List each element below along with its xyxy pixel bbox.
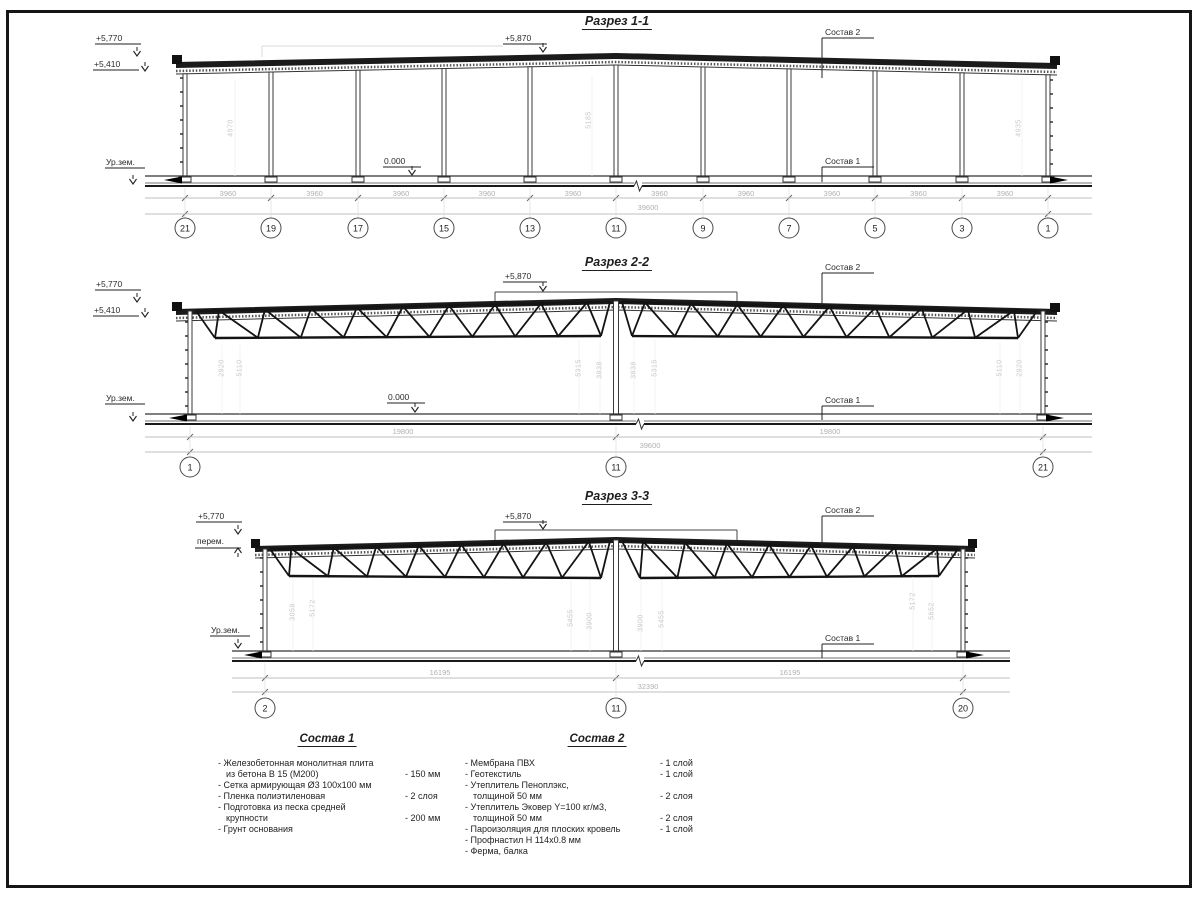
composition-line [465, 846, 725, 857]
composition-item-text: - Профнастил Н 114х0.8 мм [465, 835, 581, 845]
grid-bubble-s1: 3 [952, 218, 973, 239]
total-dimension-s3: 32390 [637, 682, 659, 691]
ground-level-label-s1: Ур.зем. [106, 157, 135, 167]
grid-bubble-s2: 11 [606, 457, 627, 478]
composition-item-text: - Мембрана ПВХ [465, 758, 535, 768]
composition-line [218, 824, 468, 835]
composition-item-text: - Утеплитель Эковер Y=100 кг/м3, [465, 802, 607, 812]
composition-line [465, 835, 725, 846]
total-dimension-s2: 39600 [639, 441, 661, 450]
composition-item-text: - Подготовка из песка средней [218, 802, 346, 812]
vertical-dimension-s1: 5185 [585, 111, 593, 129]
span-dimension-s3: 16195 [779, 668, 801, 677]
vertical-dimension-s3: 5172 [309, 599, 317, 617]
vertical-dimension-s2: 5110 [236, 359, 244, 377]
elevation-mark-ridge-s2: +5,870 [505, 271, 532, 281]
composition-item-text: - Железобетонная монолитная плита [218, 758, 374, 768]
composition-line [218, 758, 468, 769]
composition-line [465, 824, 725, 835]
bay-dimension-s1: 3960 [910, 189, 927, 198]
vertical-dimension-s2: 5110 [996, 359, 1004, 377]
span-dimension-s2: 19800 [819, 427, 841, 436]
span-dimension-s3: 16195 [429, 668, 451, 677]
composition-item-text: толщиной 50 мм [473, 791, 542, 801]
bay-dimension-s1: 3960 [392, 189, 410, 198]
elevation-mark-top-s3: +5,770 [198, 511, 225, 521]
bay-dimension-s1: 3960 [478, 189, 496, 198]
grid-bubble-s1: 13 [520, 218, 541, 239]
grid-bubble-s1: 19 [261, 218, 282, 239]
roof-callout-s2: Состав 2 [825, 262, 861, 272]
grid-bubble-s2: 1 [180, 457, 201, 478]
composition-1-list [218, 758, 468, 835]
grid-bubble-s1: 21 [175, 218, 196, 239]
total-dimension-s1: 39600 [637, 203, 659, 212]
composition-line [465, 769, 725, 780]
span-dimension-s2: 19800 [392, 427, 414, 436]
composition-item-value: - 1 слой [660, 758, 693, 768]
grid-bubble-s1: 15 [434, 218, 455, 239]
composition-line [465, 813, 725, 824]
composition-item-text: - Сетка армирующая Ø3 100х100 мм [218, 780, 372, 790]
vertical-dimension-s2: 5315 [575, 359, 583, 377]
grid-bubble-s1: 11 [606, 218, 627, 239]
grid-bubble-s1: 7 [779, 218, 800, 239]
composition-item-value: - 2 слоя [660, 791, 693, 801]
elevation-mark-eave-s2: +5,410 [94, 305, 121, 315]
vertical-dimension-s3: 3900 [586, 612, 594, 630]
grid-bubble-s3: 2 [255, 698, 276, 719]
composition-line [465, 758, 725, 769]
vertical-dimension-s1: 4970 [227, 119, 235, 137]
composition-item-value: - 150 мм [405, 769, 441, 779]
composition-line [465, 780, 725, 791]
composition-item-value: - 1 слой [660, 824, 693, 834]
floor-callout-s3: Состав 1 [825, 633, 861, 643]
bay-dimension-s1: 3960 [823, 189, 841, 198]
vertical-dimension-s3: 3900 [637, 614, 645, 632]
roof-callout-s3: Состав 2 [825, 505, 861, 515]
elevation-mark-variable-s3: перем. [197, 536, 224, 546]
elevation-mark-eave-s1: +5,410 [94, 59, 121, 69]
composition-item-text: - Пленка полиэтиленовая [218, 791, 326, 801]
composition-line [218, 769, 468, 780]
ground-level-label-s3: Ур.зем. [211, 625, 240, 635]
vertical-dimension-s2: 2920 [218, 359, 226, 377]
elevation-mark-top-s2: +5,770 [96, 279, 123, 289]
composition-line [218, 791, 468, 802]
section-2-title: Разрез 2-2 [582, 255, 652, 271]
composition-line [218, 780, 468, 791]
bay-dimension-s1: 3960 [996, 189, 1014, 198]
composition-item-text: крупности [226, 813, 268, 823]
roof-callout-s1: Состав 2 [825, 27, 861, 37]
floor-callout-s2: Состав 1 [825, 395, 861, 405]
composition-item-text: - Грунт основания [218, 824, 293, 834]
composition-1-title: Состав 1 [299, 733, 355, 745]
bay-dimension-s1: 3960 [651, 189, 668, 198]
composition-item-text: - Ферма, балка [465, 846, 528, 856]
elevation-mark-ridge-s1: +5,870 [505, 33, 532, 43]
bay-dimension-s1: 3960 [219, 189, 237, 198]
bay-dimension-s1: 3960 [564, 189, 582, 198]
ground-level-label-s2: Ур.зем. [106, 393, 135, 403]
composition-item-value: - 2 слоя [660, 813, 693, 823]
vertical-dimension-s2: 3838 [630, 361, 638, 379]
zero-level-label-s2: 0.000 [388, 392, 410, 402]
grid-bubble-s1: 1 [1038, 218, 1059, 239]
bay-dimension-s1: 3960 [737, 189, 755, 198]
elevation-mark-ridge-s3: +5,870 [505, 511, 532, 521]
elevation-mark-top-s1: +5,770 [96, 33, 123, 43]
composition-item-text: - Утеплитель Пеноплэкс, [465, 780, 569, 790]
composition-line [465, 791, 725, 802]
vertical-dimension-s3: 5652 [928, 602, 936, 620]
grid-bubble-s1: 5 [865, 218, 886, 239]
floor-callout-s1: Состав 1 [825, 156, 861, 166]
composition-item-value: - 200 мм [405, 813, 441, 823]
section-3-title: Разрез 3-3 [582, 489, 652, 505]
composition-item-text: - Пароизоляция для плоских кровель [465, 824, 621, 834]
grid-bubble-s1: 9 [693, 218, 714, 239]
section-1-title: Разрез 1-1 [582, 14, 652, 30]
grid-bubble-s1: 17 [348, 218, 369, 239]
composition-item-text: толщиной 50 мм [473, 813, 542, 823]
vertical-dimension-s3: 5455 [567, 609, 575, 627]
vertical-dimension-s2: 3838 [596, 361, 604, 379]
grid-bubble-s2: 21 [1033, 457, 1054, 478]
composition-item-value: - 2 слоя [405, 791, 438, 801]
vertical-dimension-s3: 5172 [909, 592, 917, 610]
composition-line [465, 802, 725, 813]
vertical-dimension-s1: 4935 [1015, 119, 1023, 137]
composition-2-title: Состав 2 [569, 733, 625, 745]
vertical-dimension-s2: 2920 [1016, 359, 1024, 377]
composition-item-text: - Геотекстиль [465, 769, 522, 779]
composition-line [218, 813, 468, 824]
composition-2-list [465, 758, 725, 857]
vertical-dimension-s2: 5315 [651, 359, 659, 377]
zero-level-label-s1: 0.000 [384, 156, 406, 166]
vertical-dimension-s3: 3059 [289, 603, 297, 621]
composition-item-text: из бетона В 15 (М200) [226, 769, 319, 779]
vertical-dimension-s3: 5455 [658, 610, 666, 628]
composition-item-value: - 1 слой [660, 769, 693, 779]
grid-bubble-s3: 20 [953, 698, 974, 719]
bay-dimension-s1: 3960 [306, 189, 323, 198]
composition-line [218, 802, 468, 813]
grid-bubble-s3: 11 [606, 698, 627, 719]
